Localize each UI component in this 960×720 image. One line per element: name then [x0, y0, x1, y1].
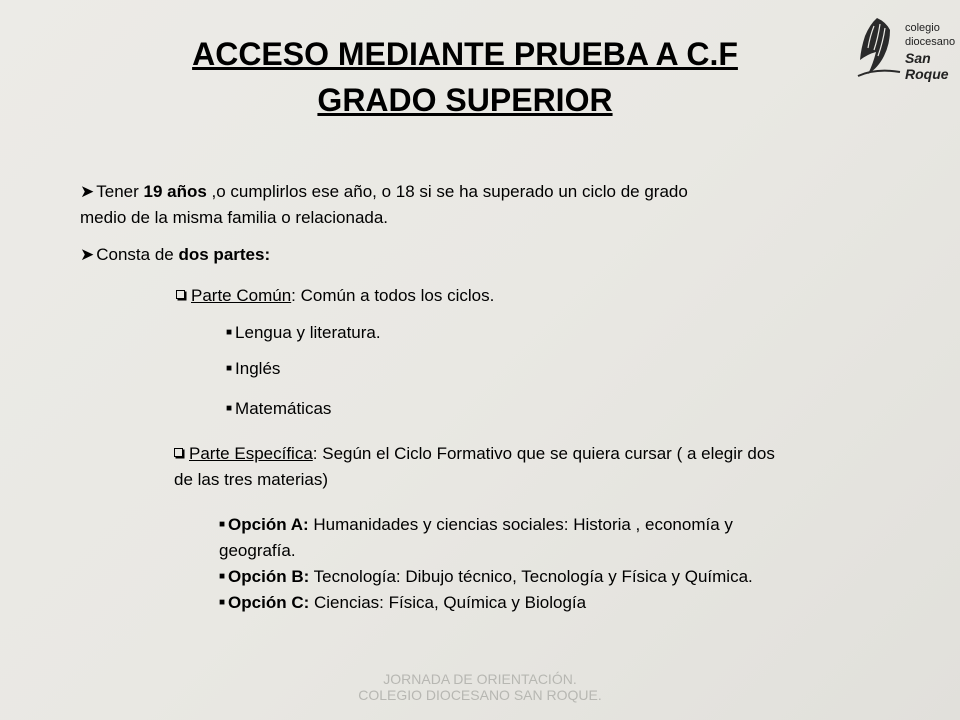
- logo-text-san-roque: San Roque: [905, 50, 949, 82]
- school-logo: [856, 14, 956, 84]
- subject-matematicas: Matemáticas: [235, 399, 332, 418]
- option-a: [219, 512, 733, 564]
- option-a-text: Humanidades y ciencias sociales: Historia , economía y: [308, 515, 733, 534]
- option-b: [219, 564, 753, 590]
- page-title-line1: ACCESO MEDIANTE PRUEBA A C.F: [192, 36, 738, 72]
- logo-text-diocesano: diocesano: [905, 36, 956, 48]
- req-age-text-rest: ,o cumplirlos ese año, o 18 si se ha superado un ciclo de grado: [206, 182, 688, 201]
- option-c-text: Ciencias: Física, Química y Biología: [309, 593, 587, 612]
- parte-comun-desc: : Común a todos los ciclos.: [291, 286, 495, 305]
- req-parts-bold: dos partes:: [178, 245, 271, 264]
- square-bullet-icon: ■: [219, 519, 226, 530]
- arrow-bullet-icon: ➤: [80, 182, 95, 201]
- footer-line1: JORNADA DE ORIENTACIÓN.: [383, 671, 577, 687]
- square-bullet-icon: ■: [226, 403, 233, 414]
- option-a-text2: geografía.: [219, 541, 296, 560]
- option-b-text: Tecnología: Dibujo técnico, Tecnología y Física y Química.: [309, 567, 753, 586]
- req-parts-text: Consta de: [96, 245, 179, 264]
- subject-lengua: Lengua y literatura.: [235, 323, 381, 342]
- logo-text-colegio: colegio: [905, 22, 940, 34]
- requirement-parts: [80, 242, 270, 268]
- checkbox-bullet-icon: [176, 290, 185, 299]
- req-age-text: Tener: [96, 182, 144, 201]
- requirement-age: [80, 179, 688, 231]
- square-bullet-icon: ■: [219, 571, 226, 582]
- req-age-line2: medio de la misma familia o relacionada.: [80, 208, 389, 227]
- square-bullet-icon: ■: [226, 363, 233, 374]
- subject-ingles: Inglés: [235, 359, 281, 378]
- parte-comun-heading: [176, 283, 494, 309]
- arrow-bullet-icon: ➤: [80, 245, 95, 264]
- option-b-label: Opción B:: [228, 567, 310, 586]
- list-item: [226, 356, 280, 382]
- option-a-label: Opción A:: [228, 515, 309, 534]
- list-item: [226, 396, 331, 422]
- list-item: [226, 320, 381, 346]
- option-c-label: Opción C:: [228, 593, 310, 612]
- parte-especifica-label: Parte Específica: [189, 444, 313, 463]
- parte-especifica-desc: : Según el Ciclo Formativo que se quiera cursar ( a elegir dos: [312, 444, 775, 463]
- parte-especifica-line2: de las tres materias): [174, 470, 328, 489]
- parte-especifica-heading: [174, 441, 944, 493]
- school-logo-icon: [856, 16, 904, 78]
- checkbox-bullet-icon: [174, 448, 183, 457]
- footer-line2: COLEGIO DIOCESANO SAN ROQUE.: [358, 687, 602, 703]
- parte-comun-label: Parte Común: [191, 286, 292, 305]
- square-bullet-icon: ■: [219, 597, 226, 608]
- option-c: [219, 590, 586, 616]
- req-age-bold: 19 años: [143, 182, 207, 201]
- square-bullet-icon: ■: [226, 327, 233, 338]
- page-title-line2: GRADO SUPERIOR: [317, 82, 613, 118]
